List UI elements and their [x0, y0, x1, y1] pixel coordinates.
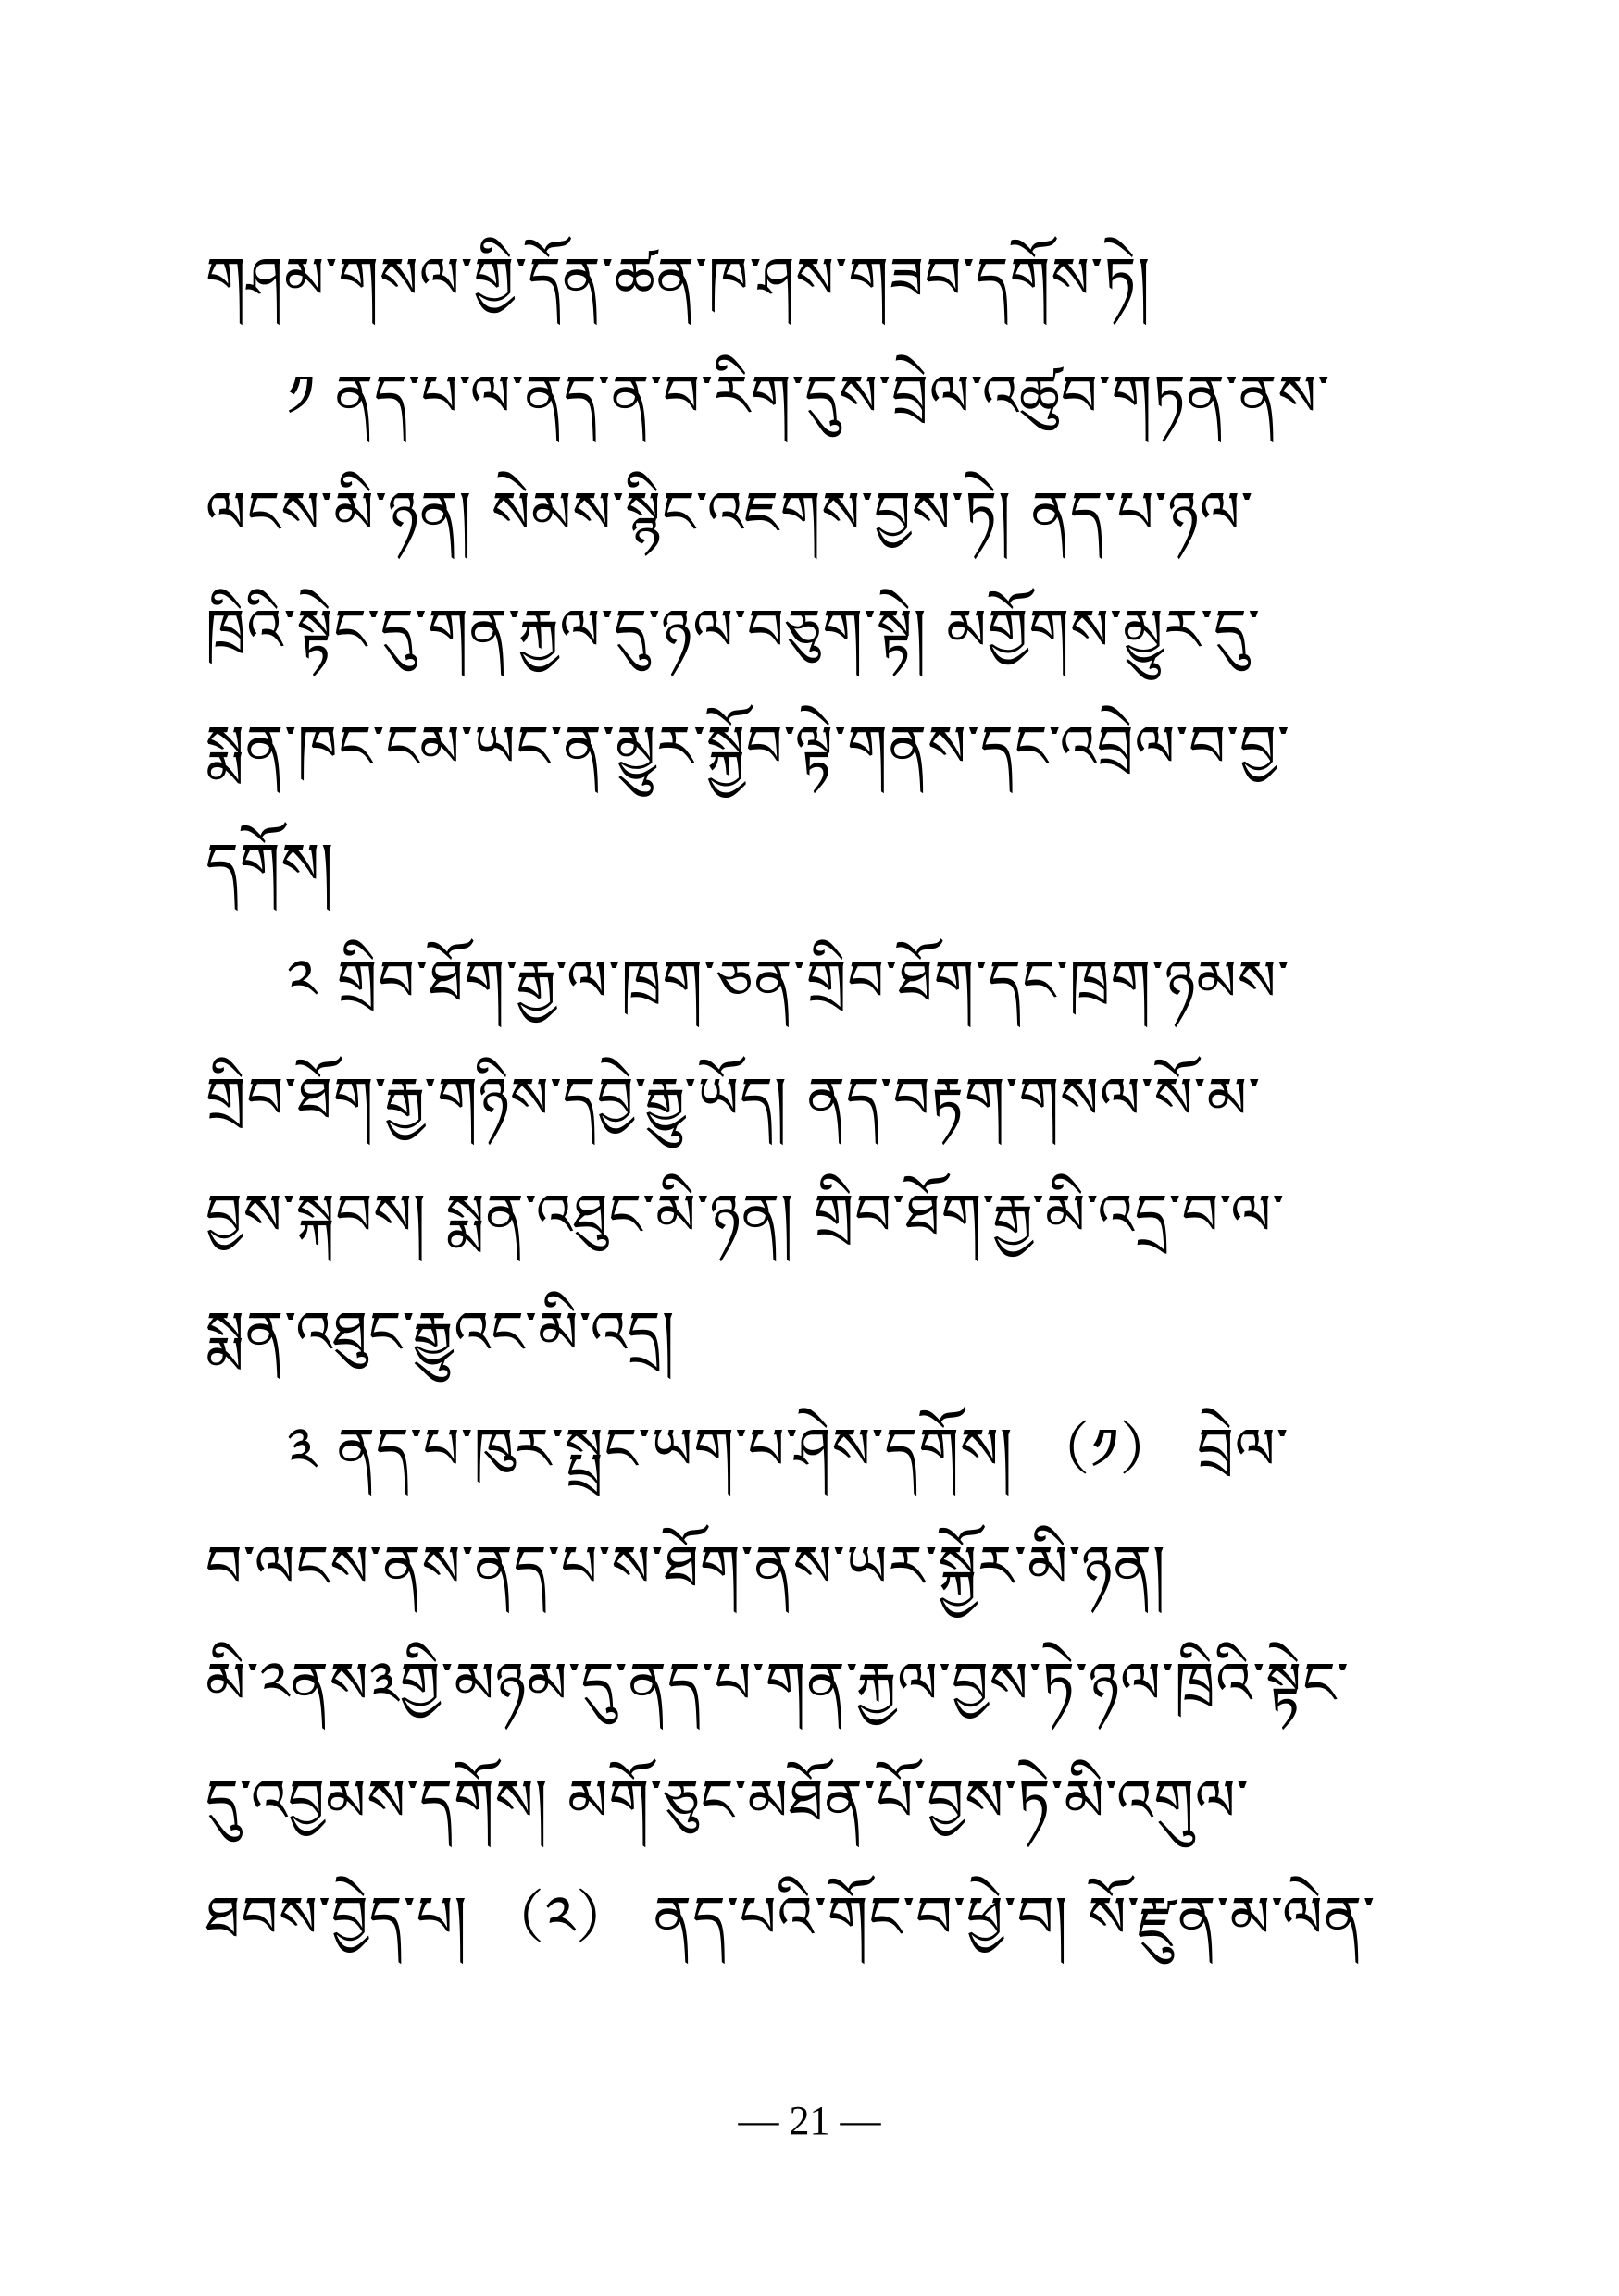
text-line: བ་ལངས་ནས་ནད་པ་ས་ཐོག་ནས་ཡར་སྐྱོར་མི་ཉན། — [205, 1532, 1166, 1600]
text-line: སྨན་ཁང་ངམ་ཡང་ན་མྱུར་སྐྱོབ་ལྟེ་གནས་དང་འབྲེལ་བ་བྱ་ — [205, 713, 1290, 780]
numbered-paragraph-2: ༢ གྲིབ་ཐོག་རྒྱ་ལ་ཁྲག་ཅན་གྲིབ་ཐོག་དང་ཁྲག་ཉམས་ — [287, 947, 1290, 1014]
page-number: — 21 — — [738, 2098, 881, 2143]
body-text — [205, 220, 1418, 1977]
text-line: ཁྲིའི་སྟེང་དུ་གན་རྐྱལ་དུ་ཉལ་བཅུག་སྟེ། མགྱོགས་མྱུར་དུ་ — [205, 595, 1262, 664]
text-line: དགོས། — [205, 829, 335, 898]
numbered-paragraph-1: ༡ ནད་པ་ལ་ནད་ན་བ་རིག་དུས་བྲེལ་འཚུབ་གཏན་ནས་ — [287, 361, 1331, 429]
text-line: མི་༢ནས༣གྱི་མཉམ་དུ་ནད་པ་གན་རྐྱལ་བྱས་ཏེ་ཉལ་ཁྲིའི་སྟེང་ — [205, 1649, 1350, 1717]
text-line: གྲིབ་ཐོག་རྒྱ་གཉིས་དབྱེ་རྒྱུ་ཡོད། ནད་བརྟག་གསལ་སོ་མ་ — [205, 1063, 1262, 1132]
text-line: བྱས་སྐབས། སྨན་འཐུང་མི་ཉན། གྲིབ་ཐོག་རྒྱ་མི་འདྲ་བ་ལ་ — [205, 1181, 1286, 1248]
numbered-paragraph-3: ༣ ནད་པ་ཁུར་སྤྲང་ཡག་པ་ཤེས་དགོས། （༡） བྲེལ་ — [287, 1415, 1289, 1483]
text-line: ཐབས་བྱེད་པ། （༢） ནད་པའི་གོང་བ་ཕྱེ་བ། སོ་རྫུན་མ་ལེན་ — [205, 1883, 1376, 1951]
text-line: ལངས་མི་ཉན། སེམས་སྙིང་འཇགས་བྱས་ཏེ། ནད་པ་ཉལ་ — [205, 478, 1254, 546]
text-line: སྨན་འཐུང་རྒྱུའང་མི་འདྲ། — [205, 1297, 676, 1366]
text-line: དུ་འབྱམས་དགོས། མགོ་ཅུང་མཐོན་པོ་བྱས་ཏེ་མི་འགུལ་ — [205, 1766, 1250, 1834]
text-line: གཤམ་གསལ་གྱི་དོན་ཚན་ཁ་ཤས་གཟབ་དགོས་ཏེ། — [205, 244, 1152, 312]
